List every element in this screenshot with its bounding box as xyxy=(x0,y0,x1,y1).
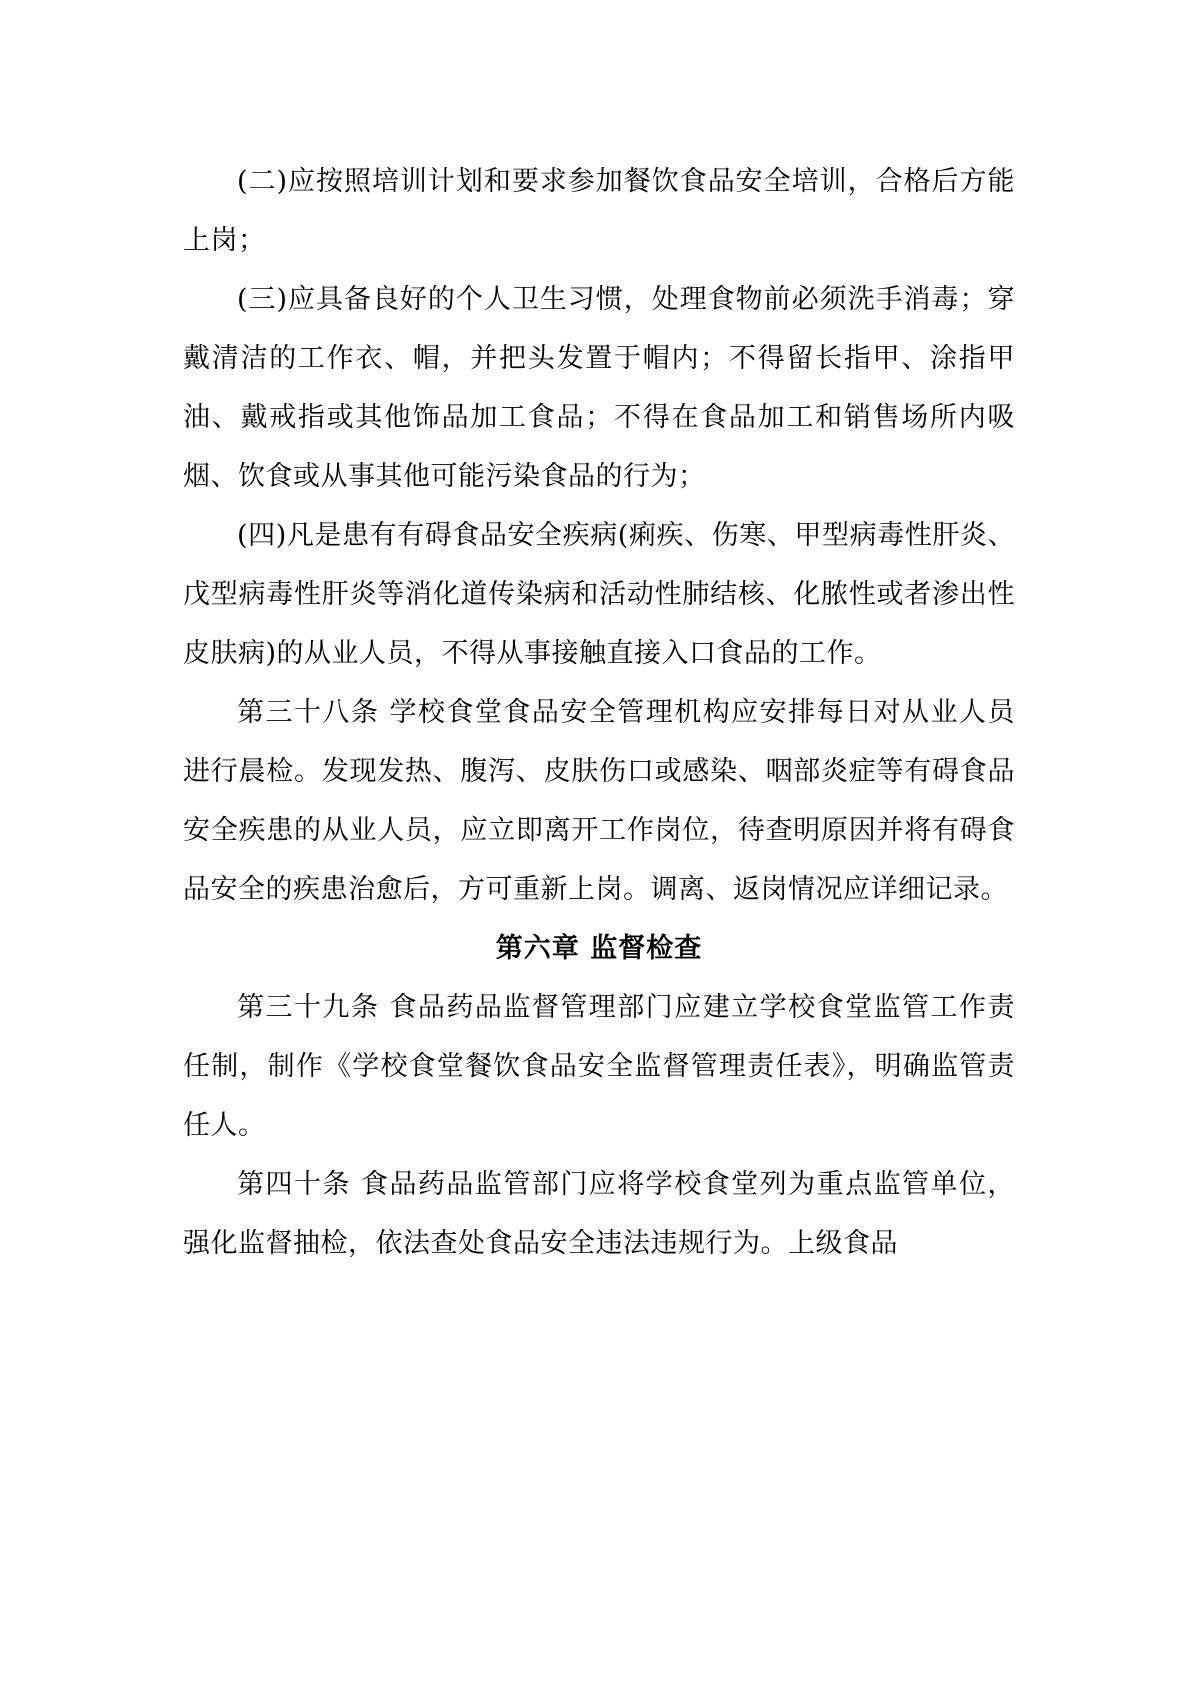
article-38: 第三十八条 学校食堂食品安全管理机构应安排每日对从业人员进行晨检。发现发热、腹泻、皮肤伤口或感染、咽部炎症等有碍食品安全疾患的从业人员，应立即离开工作岗位，待查明原因并将有碍食品安全的疾患治愈后，方可重新上岗。调离、返岗情况应详细记录。 xyxy=(183,697,1015,905)
clause-item-2: (二)应按照培训计划和要求参加餐饮食品安全培训，合格后方能上岗； xyxy=(183,166,1015,256)
chapter-title: 第六章 监督检查 xyxy=(495,933,703,964)
article-40: 第四十条 食品药品监管部门应将学校食堂列为重点监管单位，强化监督抽检，依法查处食品安全违法违规行为。上级食品 xyxy=(183,1169,1015,1259)
clause-item-3: (三)应具备良好的个人卫生习惯，处理食物前必须洗手消毒；穿戴清洁的工作衣、帽，并把头发置于帽内；不得留长指甲、涂指甲油、戴戒指或其他饰品加工食品；不得在食品加工和销售场所内吸烟、饮食或从事其他可能污染食品的行为； xyxy=(183,284,1015,492)
clause-item-4: (四)凡是患有有碍食品安全疾病(痢疾、伤寒、甲型病毒性肝炎、戊型病毒性肝炎等消化道传染病和活动性肺结核、化脓性或者渗出性皮肤病)的从业人员，不得从事接触直接入口食品的工作。 xyxy=(183,520,1015,669)
article-39: 第三十九条 食品药品监督管理部门应建立学校食堂监管工作责任制，制作《学校食堂餐饮食品安全监督管理责任表》，明确监管责任人。 xyxy=(183,992,1015,1141)
document-body xyxy=(183,152,1015,1273)
